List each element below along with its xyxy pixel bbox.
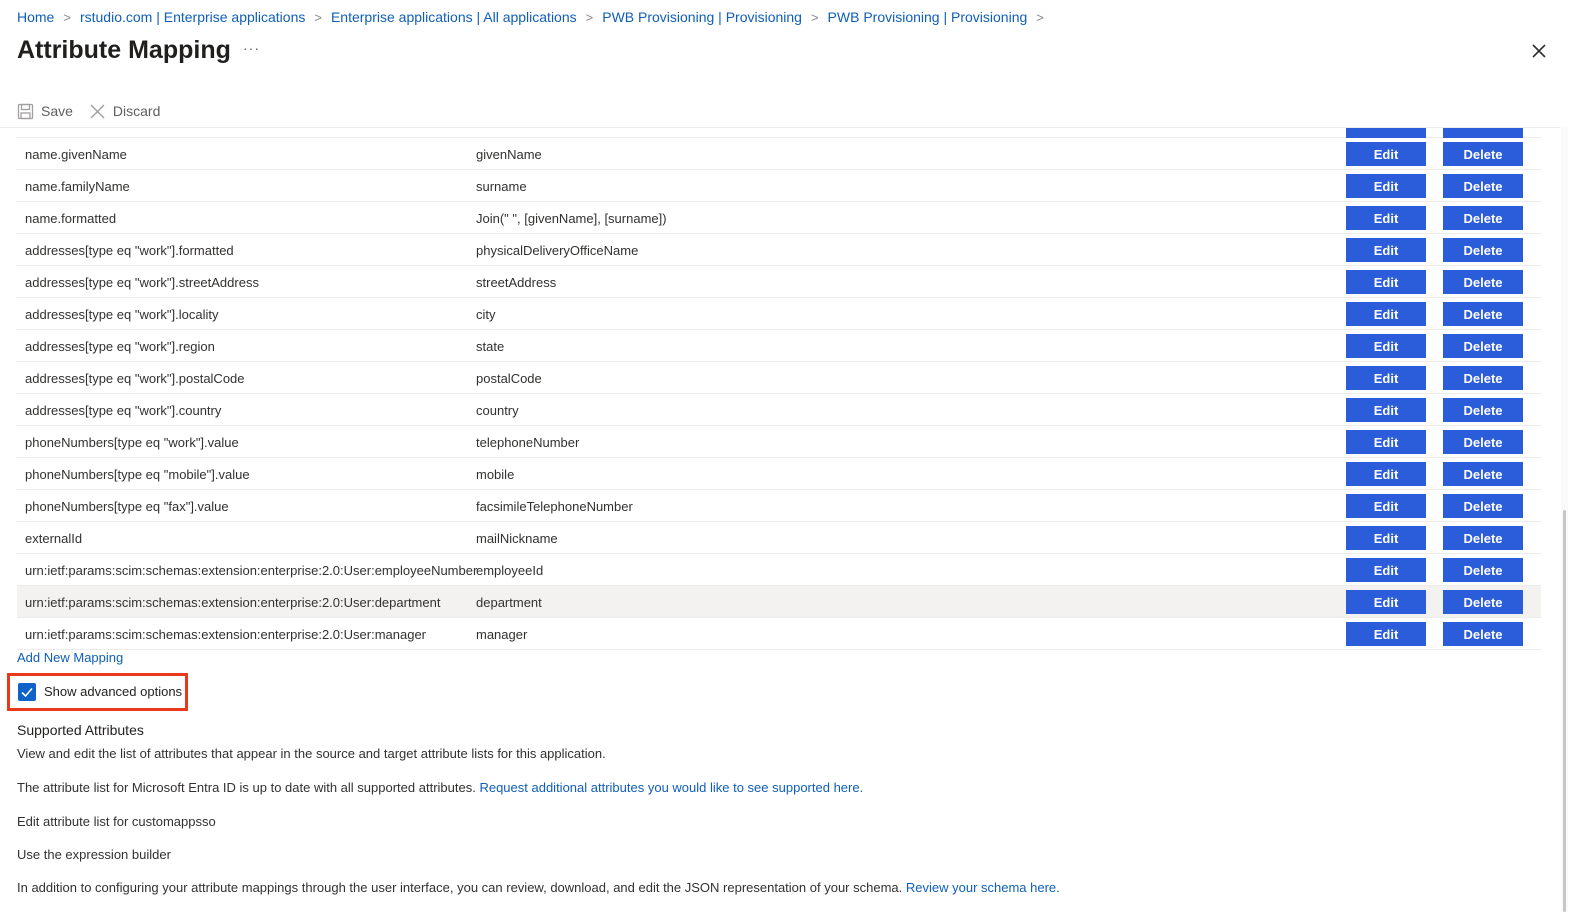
source-attribute: addresses[type eq "work"].country [25, 403, 222, 418]
delete-button[interactable]: Delete [1443, 302, 1523, 326]
expression-builder-link[interactable]: Use the expression builder [17, 847, 171, 862]
table-row[interactable] [17, 298, 1541, 330]
delete-button[interactable]: Delete [1443, 174, 1523, 198]
source-attribute: addresses[type eq "work"].postalCode [25, 371, 245, 386]
source-attribute: name.formatted [25, 211, 117, 226]
delete-button[interactable]: Delete [1443, 366, 1523, 390]
status-text: The attribute list for Microsoft Entra ID is up to date with all supported attributes. [17, 780, 476, 795]
target-attribute: givenName [476, 147, 542, 162]
source-attribute: phoneNumbers[type eq "mobile"].value [25, 467, 250, 482]
target-attribute: postalCode [476, 371, 542, 386]
table-row[interactable] [17, 394, 1541, 426]
source-attribute: urn:ietf:params:scim:schemas:extension:enterprise:2.0:User:employeeNumber [25, 563, 478, 578]
source-attribute: externalId [25, 531, 83, 546]
target-attribute: city [476, 307, 496, 322]
save-label: Save [41, 103, 73, 119]
edit-button[interactable]: Edit [1346, 270, 1426, 294]
delete-button[interactable]: Delete [1443, 462, 1523, 486]
edit-button[interactable]: Edit [1346, 398, 1426, 422]
table-row[interactable] [17, 554, 1541, 586]
table-row[interactable] [17, 202, 1541, 234]
supported-attributes-title: Supported Attributes [17, 722, 144, 738]
edit-button[interactable]: Edit [1346, 366, 1426, 390]
edit-button[interactable]: Edit [1346, 430, 1426, 454]
breadcrumb-all-apps[interactable]: Enterprise applications | All applications [330, 9, 577, 25]
show-advanced-checkbox[interactable] [18, 683, 36, 701]
add-new-mapping-link[interactable]: Add New Mapping [17, 650, 124, 665]
discard-button[interactable] [89, 103, 160, 120]
target-attribute: mobile [476, 467, 515, 482]
supported-status [17, 780, 863, 795]
edit-button[interactable]: Edit [1346, 494, 1426, 518]
breadcrumb-provisioning[interactable]: PWB Provisioning | Provisioning [827, 9, 1028, 25]
source-attribute: phoneNumbers[type eq "fax"].value [25, 499, 229, 514]
source-attribute: phoneNumbers[type eq "work"].value [25, 435, 239, 450]
target-attribute: telephoneNumber [476, 435, 580, 450]
target-attribute: streetAddress [476, 275, 557, 290]
edit-attribute-list-link[interactable]: Edit attribute list for customappsso [17, 814, 216, 829]
breadcrumb-tenant[interactable]: rstudio.com | Enterprise applications [79, 9, 306, 25]
review-schema-link[interactable]: Review your schema here. [905, 880, 1060, 895]
table-row[interactable] [17, 266, 1541, 298]
table-row[interactable] [17, 426, 1541, 458]
table-row[interactable] [17, 138, 1541, 170]
table-row[interactable] [17, 234, 1541, 266]
request-attributes-link[interactable]: Request additional attributes you would like to see supported here. [479, 780, 864, 795]
close-button[interactable] [1528, 40, 1550, 62]
chevron-right-icon: > [585, 9, 594, 25]
table-row[interactable] [17, 490, 1541, 522]
edit-button[interactable]: Edit [1346, 142, 1426, 166]
table-row[interactable] [17, 618, 1541, 650]
source-attribute: urn:ietf:params:scim:schemas:extension:enterprise:2.0:User:department [25, 595, 441, 610]
delete-button-partial[interactable] [1443, 127, 1523, 138]
close-icon [1528, 40, 1550, 62]
edit-button-partial[interactable] [1346, 127, 1426, 138]
edit-button[interactable]: Edit [1346, 238, 1426, 262]
table-row-partial [17, 127, 1541, 138]
breadcrumb [17, 9, 1053, 25]
edit-button[interactable]: Edit [1346, 462, 1426, 486]
target-attribute: physicalDeliveryOfficeName [476, 243, 639, 258]
source-attribute: name.familyName [25, 179, 130, 194]
json-schema-text [17, 880, 1060, 895]
edit-button[interactable]: Edit [1346, 526, 1426, 550]
target-attribute: Join(" ", [givenName], [surname]) [476, 211, 667, 226]
delete-button[interactable]: Delete [1443, 398, 1523, 422]
target-attribute: country [476, 403, 519, 418]
target-attribute: manager [476, 627, 528, 642]
more-options-button[interactable]: ··· [243, 40, 260, 56]
chevron-right-icon: > [314, 9, 322, 25]
save-button[interactable] [17, 103, 73, 120]
edit-button[interactable]: Edit [1346, 334, 1426, 358]
breadcrumb-app-provisioning[interactable]: PWB Provisioning | Provisioning [602, 9, 802, 25]
table-row[interactable] [17, 330, 1541, 362]
chevron-right-icon: > [63, 9, 71, 25]
toolbar [17, 96, 176, 126]
delete-button[interactable]: Delete [1443, 558, 1523, 582]
edit-button[interactable]: Edit [1346, 206, 1426, 230]
chevron-right-icon: > [1036, 9, 1044, 25]
edit-button[interactable]: Edit [1346, 590, 1426, 614]
target-attribute: department [476, 595, 542, 610]
delete-button[interactable]: Delete [1443, 270, 1523, 294]
source-attribute: addresses[type eq "work"].locality [25, 307, 219, 322]
scrollbar-thumb[interactable] [1563, 510, 1566, 912]
source-attribute: addresses[type eq "work"].region [25, 339, 215, 354]
source-attribute: name.givenName [25, 147, 127, 162]
delete-button[interactable]: Delete [1443, 206, 1523, 230]
source-attribute: addresses[type eq "work"].streetAddress [25, 275, 259, 290]
table-row[interactable] [17, 362, 1541, 394]
table-row[interactable] [17, 458, 1541, 490]
edit-button[interactable]: Edit [1346, 558, 1426, 582]
delete-button[interactable]: Delete [1443, 334, 1523, 358]
delete-button[interactable]: Delete [1443, 526, 1523, 550]
delete-button[interactable]: Delete [1443, 590, 1523, 614]
show-advanced-label[interactable]: Show advanced options [44, 684, 183, 699]
table-row[interactable] [17, 170, 1541, 202]
page-title: Attribute Mapping [17, 36, 231, 64]
delete-button[interactable]: Delete [1443, 142, 1523, 166]
supported-description: View and edit the list of attributes that appear in the source and target attribute lists for this application. [17, 746, 606, 761]
save-icon [17, 103, 34, 120]
delete-button[interactable]: Delete [1443, 238, 1523, 262]
edit-button[interactable]: Edit [1346, 622, 1426, 646]
target-attribute: surname [476, 179, 527, 194]
discard-label: Discard [112, 103, 161, 119]
edit-button[interactable]: Edit [1346, 302, 1426, 326]
target-attribute: facsimileTelephoneNumber [476, 499, 633, 514]
delete-button[interactable]: Delete [1443, 622, 1523, 646]
table-row[interactable] [17, 522, 1541, 554]
json-text: In addition to configuring your attribute mappings through the user interface, you can review, download, and edit the JSON representation of your schema. [17, 880, 903, 895]
chevron-right-icon: > [810, 9, 819, 25]
delete-button[interactable]: Delete [1443, 494, 1523, 518]
checkmark-icon [18, 683, 36, 701]
source-attribute: urn:ietf:params:scim:schemas:extension:enterprise:2.0:User:manager [25, 627, 427, 642]
target-attribute: state [476, 339, 505, 354]
edit-button[interactable]: Edit [1346, 174, 1426, 198]
table-row[interactable] [17, 586, 1541, 618]
target-attribute: employeeId [476, 563, 544, 578]
source-attribute: addresses[type eq "work"].formatted [25, 243, 234, 258]
target-attribute: mailNickname [476, 531, 558, 546]
delete-button[interactable]: Delete [1443, 430, 1523, 454]
discard-icon [89, 103, 106, 120]
breadcrumb-home[interactable]: Home [17, 9, 55, 25]
